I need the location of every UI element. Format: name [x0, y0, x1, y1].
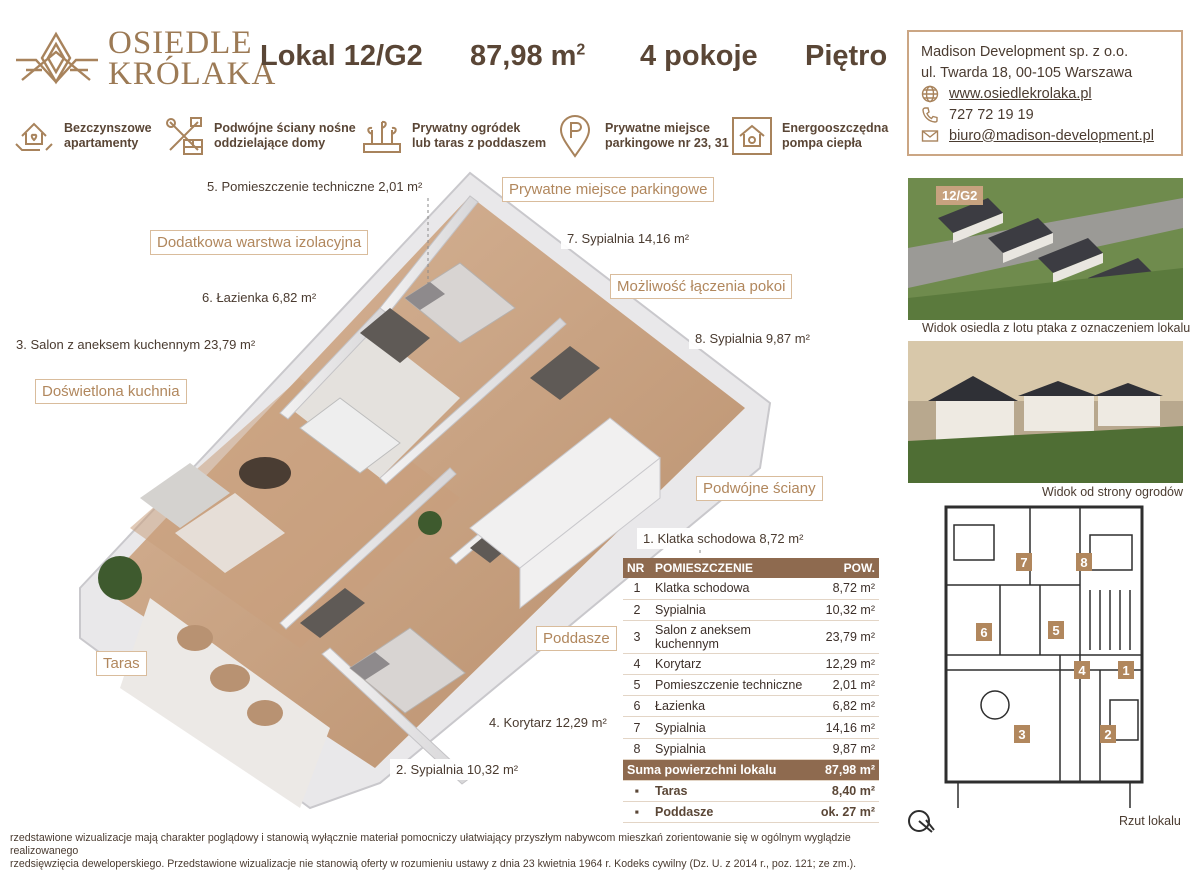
mail-icon [921, 127, 939, 145]
email-row [921, 125, 1169, 146]
table-row [623, 578, 879, 599]
brand-logo [108, 25, 277, 92]
feature-4 [553, 114, 729, 158]
row-area: 23,79 m² [817, 620, 879, 653]
label-room-5: 5. Pomieszczenie techniczne 2,01 m² [201, 176, 428, 197]
table-row [623, 653, 879, 674]
label-room-7: 7. Sypialnia 14,16 m² [561, 228, 695, 249]
contact-box [907, 30, 1183, 156]
disclaimer-line-2: rzedsięwzięcia deweloperskiego. Przedstawione wizualizacje nie stanowią oferty w rozumieniu ustawy z dnia 23 kwietnia 1964 r. Kodeks cywilny (Dz. U. z 2014 r., poz. 121; ze zm.). [10, 858, 857, 870]
col-nr: NR [623, 558, 651, 578]
area-unit: 2 [576, 41, 586, 59]
tag-insulation: Dodatkowa warstwa izolacyjna [150, 230, 368, 255]
feature-3-text: Prywatny ogródek lub taras z poddaszem [412, 121, 547, 150]
unit-badge: 12/G2 [936, 186, 983, 205]
tools-wall-icon [162, 114, 206, 158]
label-room-2: 2. Sypialnia 10,32 m² [390, 759, 524, 780]
row-nr: 3 [623, 620, 651, 653]
row-area: 12,29 m² [817, 653, 879, 674]
floorplan-num-5: 5 [1052, 623, 1060, 638]
table-header-row [623, 558, 879, 578]
label-room-6: 6. Łazienka 6,82 m² [196, 287, 322, 308]
phone-number[interactable]: 727 72 19 19 [949, 106, 1034, 123]
row-nr: 7 [623, 717, 651, 738]
aerial-caption: Widok osiedla z lotu ptaka z oznaczeniem lokalu [922, 321, 1191, 335]
feature-1 [12, 114, 152, 158]
website-row [921, 83, 1169, 104]
row-room: Sypialnia [651, 599, 817, 620]
unit-title: Lokal 12/G2 [260, 40, 423, 72]
row-nr: 2 [623, 599, 651, 620]
unit-floor: Piętro [805, 40, 888, 72]
row-nr: 6 [623, 696, 651, 717]
label-room-8: 8. Sypialnia 9,87 m² [689, 328, 816, 349]
floorplan-num-1: 1 [1122, 663, 1130, 678]
globe-icon [921, 85, 939, 103]
phone-row [921, 104, 1169, 125]
floorplan-num-4: 4 [1078, 663, 1086, 678]
tag-kitchen: Doświetlona kuchnia [35, 379, 187, 404]
brand-line2: KRÓLAKA [108, 56, 277, 92]
floorplan-num-2: 2 [1104, 727, 1112, 742]
company-name: Madison Development sp. z o.o. [921, 43, 1129, 60]
parking-pin-icon [553, 114, 597, 158]
row-room: Łazienka [651, 696, 817, 717]
table-row [623, 696, 879, 717]
row-area: 2,01 m² [817, 675, 879, 696]
label-room-1: 1. Klatka schodowa 8,72 m² [637, 528, 809, 549]
tag-attic: Poddasze [536, 626, 617, 651]
feature-2 [162, 114, 356, 158]
row-room: Sypialnia [651, 717, 817, 738]
bullet-icon: ▪ [623, 802, 651, 823]
bullet-icon: ▪ [623, 781, 651, 802]
logo-crown-icon [12, 30, 102, 88]
extra-area: ok. 27 m² [817, 802, 879, 823]
table-sum-row [623, 759, 879, 780]
feature-2-text: Podwójne ściany nośne oddzielające domy [214, 121, 356, 150]
feature-1-text: Bezczynszowe apartamenty [64, 121, 152, 150]
floorplan-num-7: 7 [1020, 555, 1028, 570]
legal-disclaimer [10, 832, 880, 871]
label-room-4: 4. Korytarz 12,29 m² [483, 712, 613, 733]
row-room: Sypialnia [651, 738, 817, 759]
table-row [623, 675, 879, 696]
garden-view-photo [908, 341, 1183, 483]
website-link[interactable]: www.osiedlekrolaka.pl [949, 85, 1092, 102]
unit-rooms: 4 pokoje [640, 40, 758, 72]
area-value: 87,98 m [470, 40, 577, 72]
floorplan-caption: Rzut lokalu [1119, 814, 1181, 828]
heat-pump-icon [730, 114, 774, 158]
table-extra-row [623, 802, 879, 823]
row-area: 10,32 m² [817, 599, 879, 620]
row-room: Pomieszczenie techniczne [651, 675, 817, 696]
row-area: 8,72 m² [817, 578, 879, 599]
extra-name: Taras [651, 781, 817, 802]
extra-name: Poddasze [651, 802, 817, 823]
compass-icon [906, 808, 940, 841]
phone-icon [921, 106, 939, 124]
row-area: 6,82 m² [817, 696, 879, 717]
tag-connect-rooms: Możliwość łączenia pokoi [610, 274, 792, 299]
email-link[interactable]: biuro@madison-development.pl [949, 127, 1154, 144]
floorplan-num-6: 6 [980, 625, 988, 640]
table-extra-row [623, 781, 879, 802]
label-room-3: 3. Salon z aneksem kuchennym 23,79 m² [10, 334, 261, 355]
hands-house-icon [12, 114, 56, 158]
tag-terrace: Taras [96, 651, 147, 676]
row-nr: 5 [623, 675, 651, 696]
disclaimer-line-1: rzedstawione wizualizacje mają charakter poglądowy i stanowią wyłącznie materiał pomocniczy ułatwiający przyszłym nabywcom mieszkań zorientowanie się w ogólnym wyglądzie realizowanego [10, 832, 851, 857]
floorplan-2d [940, 505, 1148, 810]
extra-area: 8,40 m² [817, 781, 879, 802]
col-area: POW. [817, 558, 879, 578]
row-room: Salon z aneksem kuchennym [651, 620, 817, 653]
sum-area: 87,98 m² [817, 759, 879, 780]
row-area: 14,16 m² [817, 717, 879, 738]
plants-icon [360, 114, 404, 158]
col-room: POMIESZCZENIE [651, 558, 817, 578]
feature-5 [730, 114, 888, 158]
row-nr: 1 [623, 578, 651, 599]
floorplan-num-8: 8 [1080, 555, 1088, 570]
row-room: Korytarz [651, 653, 817, 674]
table-row [623, 599, 879, 620]
tag-double-walls: Podwójne ściany [696, 476, 823, 501]
company-address: ul. Twarda 18, 00-105 Warszawa [921, 64, 1133, 81]
feature-5-text: Energooszczędna pompa ciepła [782, 121, 889, 150]
brand-line1: OSIEDLE [108, 25, 253, 61]
row-room: Klatka schodowa [651, 578, 817, 599]
table-row [623, 620, 879, 653]
table-row [623, 738, 879, 759]
table-row [623, 717, 879, 738]
unit-area [470, 40, 585, 73]
row-nr: 4 [623, 653, 651, 674]
rooms-table [623, 558, 879, 823]
row-nr: 8 [623, 738, 651, 759]
feature-4-text: Prywatne miejsce parkingowe nr 23, 31 [605, 121, 729, 150]
garden-caption: Widok od strony ogrodów [1042, 485, 1184, 499]
floorplan-num-3: 3 [1018, 727, 1026, 742]
feature-3 [360, 114, 546, 158]
tag-parking: Prywatne miejsce parkingowe [502, 177, 714, 202]
sum-label: Suma powierzchni lokalu [623, 759, 817, 780]
row-area: 9,87 m² [817, 738, 879, 759]
